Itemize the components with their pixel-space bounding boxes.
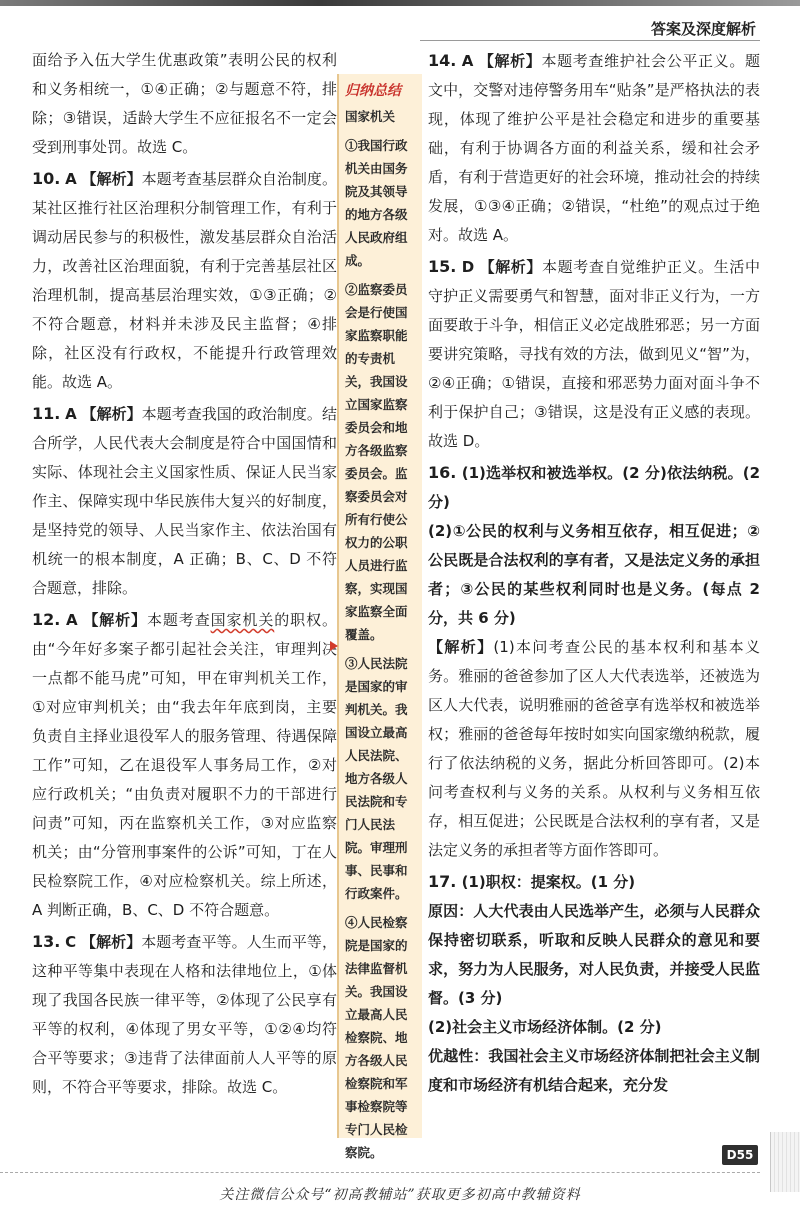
question-12 — [32, 605, 337, 925]
pointer-arrow-icon — [330, 641, 338, 651]
answer-letter: C — [65, 933, 77, 951]
answer-text: (1)选举权和被选举权。(2 分)依法纳税。(2 分) — [428, 464, 761, 511]
header-rule — [420, 40, 760, 41]
question-number: 16. — [428, 463, 457, 482]
answer-text: (1)职权：提案权。(1 分) — [461, 873, 636, 891]
question-16-answer-2: (2)①公民的权利与义务相互依存，相互促进；②公民既是合法权利的享有者，又是法定义务的承担者；③公民的某些权利同时也是义务。(每点 2 分，共 6 分) — [428, 522, 760, 627]
analysis-tag: 【解析】 — [478, 52, 542, 70]
analysis-tag: 【解析】 — [428, 638, 494, 656]
header-title: 答案及深度解析 — [650, 20, 756, 38]
summary-item: ②监察委员会是行使国家监察职能的专责机关，我国设立国家监察委员会和地方各级监察委员会。监察委员会对所有行使公权力的公职人员进行监察，实现国家监察全面覆盖。 — [345, 282, 408, 642]
answer-letter: A — [65, 170, 77, 188]
answer-letter: A — [66, 611, 78, 629]
question-17-answer-2: 原因：人大代表由人民选举产生，必须与人民群众保持密切联系，听取和反映人民群众的意见和要求，努力为人民服务，对人民负责，并接受人民监督。(3 分) — [428, 902, 760, 1007]
footer-note: 关注微信公众号“初高教辅站”获取更多初高中教辅资料 — [219, 1187, 581, 1203]
question-16-analysis — [428, 633, 760, 865]
question-11 — [32, 399, 337, 603]
right-column — [428, 46, 760, 1100]
bottom-rule — [0, 1172, 760, 1173]
analysis-tag: 【解析】 — [81, 933, 142, 951]
answer-letter: A — [461, 52, 474, 70]
question-15 — [428, 252, 760, 456]
question-number: 11. — [32, 404, 61, 423]
summary-title: 归纳总结 — [345, 83, 401, 99]
analysis-tag: 【解析】 — [83, 611, 147, 629]
analysis-tag: 【解析】 — [81, 405, 142, 423]
intro-paragraph: 面给予入伍大学生优惠政策”表明公民的权利和义务相统一，①④正确；②与题意不符，排除；③错误，适龄大学生不应征报名不一定会受到刑事处罚。故选 C。 — [32, 51, 337, 156]
left-column — [32, 46, 337, 1102]
top-stripe — [0, 0, 800, 6]
summary-item: ①我国行政机关由国务院及其领导的地方各级人民政府组成。 — [345, 138, 408, 268]
analysis-text-pre: 本题考查 — [146, 611, 211, 629]
question-14 — [428, 46, 760, 250]
summary-item: ④人民检察院是国家的法律监督机关。我国设立最高人民检察院、地方各级人民检察院和军事检察院等专门人民检察院。 — [345, 915, 408, 1160]
question-13 — [32, 927, 337, 1102]
analysis-text: 本题考查维护社会公平正义。题文中，交警对违停警务用车“贴条”是严格执法的表现，体现了维护公平是社会稳定和进步的重要基础，有利于协调各方面的利益关系，缓和社会矛盾，有利于营造更好的社会环境，推动社会的持续发展，①③④正确；②错误，“杜绝”的观点过于绝对。故选 A。 — [428, 52, 760, 244]
analysis-text: 本题考查我国的政治制度。结合所学，人民代表大会制度是符合中国国情和实际、体现社会主义国家性质、保证人民当家作主、保障实现中华民族伟大复兴的好制度，是坚持党的领导、人民当家作主、依法治国有机统一的根本制度，A 正确；B、C、D 不符合题意，排除。 — [32, 405, 337, 597]
analysis-tag: 【解析】 — [479, 258, 543, 276]
answer-letter: D — [461, 258, 475, 276]
question-number: 17. — [428, 872, 457, 891]
question-17-answer-1 — [428, 867, 760, 897]
analysis-text: 本题考查平等。人生而平等，这种平等集中表现在人格和法律地位上，①体现了我国各民族一律平等，②体现了公民享有平等的权利，④体现了男女平等，①②④均符合平等要求；③违背了法律面前人人平等的原则，不符合平等要求，排除。故选 C。 — [32, 933, 337, 1096]
highlight-term: 国家机关 — [210, 611, 275, 629]
summary-box — [337, 74, 422, 1160]
summary-item: ③人民法院是国家的审判机关。我国设立最高人民法院、地方各级人民法院和专门人民法院。审理刑事、民事和行政案件。 — [345, 656, 408, 901]
analysis-text: 本题考查基层群众自治制度。某社区推行社区治理积分制管理工作，有利于调动居民参与的积极性，激发基层群众自治活力，改善社区治理面貌，有利于完善基层社区治理机制，提高基层治理实效，①③正确；②不符合题意，材料并未涉及民主监督；④排除，社区没有行政权，不能提升行政管理效能。故选 A。 — [32, 170, 337, 391]
summary-heading: 国家机关 — [345, 109, 396, 124]
page-number: D55 — [722, 1145, 758, 1165]
question-16-answer-1 — [428, 458, 760, 517]
analysis-text: 本题考查自觉维护正义。生活中守护正义需要勇气和智慧，面对非正义行为，一方面要敢于斗争，相信正义必定战胜邪恶；另一方面要讲究策略，寻找有效的方法，做到见义“智”为，②④正确；①错误，直接和邪恶势力面对面斗争不利于保护自己；③错误，这是没有正义感的表现。故选 D。 — [428, 258, 760, 450]
question-number: 14. — [428, 51, 457, 70]
analysis-text: 的职权。由“今年好多案子都引起社会关注，审理判决一点都不能马虎”可知，甲在审判机关工作，①对应审判机关；由“我去年年底到岗，主要负责自主择业退役军人的服务管理、待遇保障工作”可知，乙在退役军人事务局工作，②对应行政机关；“由负责对履职不力的干部进行问责”可知，丙在监察机关工作，③对应监察机关；由“分管刑事案件的公诉”可知，丁在人民检察院工作，④对应检察机关。综上所述，A 判断正确，B、C、D 不符合题意。 — [32, 611, 337, 919]
question-number: 12. — [32, 610, 61, 629]
answer-letter: A — [65, 405, 77, 423]
question-17-answer-3: (2)社会主义市场经济体制。(2 分) — [428, 1018, 662, 1036]
question-number: 15. — [428, 257, 457, 276]
question-number: 13. — [32, 932, 61, 951]
page-edge — [770, 1132, 800, 1192]
question-number: 10. — [32, 169, 61, 188]
analysis-text: (1)本问考查公民的基本权利和基本义务。雅丽的爸爸参加了区人大代表选举，还被选为区人大代表，说明雅丽的爸爸享有选举权和被选举权；雅丽的爸爸每年按时如实向国家缴纳税款，履行了依法纳税的义务，据此分析回答即可。(2)本问考查权利与义务的关系。从权利与义务相互依存，相互促进；公民既是合法权利的享有者，又是法定义务的承担者等方面作答即可。 — [428, 638, 760, 859]
analysis-tag: 【解析】 — [81, 170, 142, 188]
question-17-answer-4: 优越性：我国社会主义市场经济体制把社会主义制度和市场经济有机结合起来，充分发 — [428, 1047, 760, 1094]
question-10 — [32, 164, 337, 397]
